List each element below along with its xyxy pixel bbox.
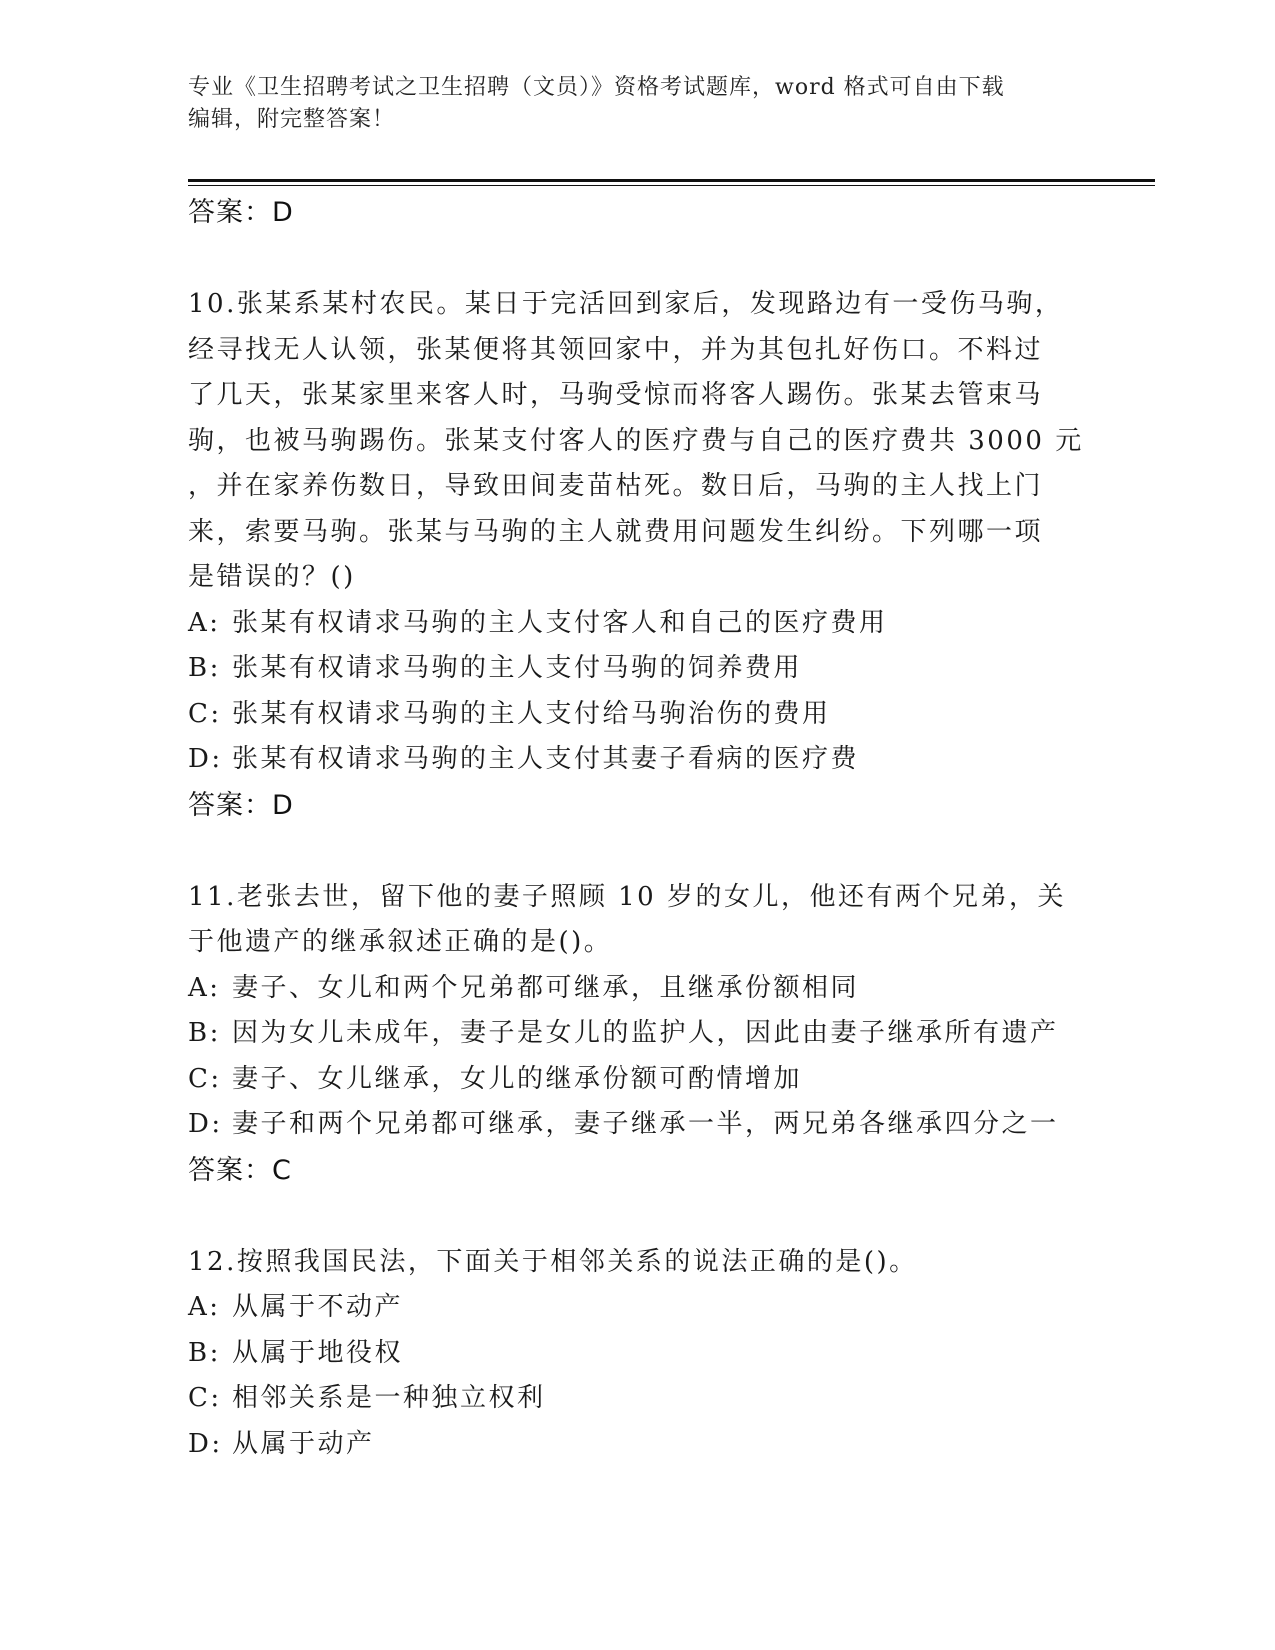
option-text: 张某有权请求马驹的主人支付其妻子看病的医疗费 (232, 744, 860, 774)
previous-answer: 答案：D (188, 197, 294, 228)
question-stem-line: 11.老张去世，留下他的妻子照顾 10 岁的女儿，他还有两个兄弟，关 (188, 881, 1066, 912)
question-stem-line: 经寻找无人认领，张某便将其领回家中，并为其包扎好伤口。不料过 (188, 334, 1044, 365)
option-letter: B: (188, 1337, 221, 1368)
option-letter: D: (188, 1428, 223, 1459)
question-stem-line: 10.张某系某村农民。某日于完活回到家后，发现路边有一受伤马驹， (188, 289, 1064, 319)
option-letter: D: (188, 1109, 223, 1139)
option-text: 相邻关系是一种独立权利 (232, 1383, 546, 1413)
option-d (188, 1102, 1088, 1148)
question-stem-line: 12.按照我国民法，下面关于相邻关系的说法正确的是()。 (188, 1246, 918, 1277)
header-rule-thick (188, 179, 1155, 182)
option-text: 从属于动产 (232, 1428, 375, 1459)
question-12 (188, 1240, 1088, 1468)
option-c (188, 692, 1088, 738)
question-answer: 答案：D (188, 789, 294, 821)
option-letter: A: (188, 972, 221, 1003)
option-text: 张某有权请求马驹的主人支付给马驹治伤的费用 (232, 698, 831, 729)
page-header (188, 72, 1088, 136)
option-b (188, 1331, 1088, 1377)
option-a (188, 966, 1088, 1012)
option-text: 张某有权请求马驹的主人支付马驹的饲养费用 (232, 653, 803, 683)
option-d (188, 737, 1088, 783)
option-c (188, 1057, 1088, 1103)
document-body (188, 190, 1088, 1467)
option-a (188, 1285, 1088, 1331)
option-text: 妻子、女儿和两个兄弟都可继承，且继承份额相同 (232, 972, 860, 1003)
question-stem-line: ，并在家养伤数日，导致田间麦苗枯死。数日后，马驹的主人找上门 (188, 471, 1044, 501)
header-line-2: 编辑，附完整答案！ (188, 107, 396, 132)
option-letter: B: (188, 653, 221, 683)
option-text: 因为女儿未成年，妻子是女儿的监护人，因此由妻子继承所有遗产 (232, 1018, 1059, 1048)
option-text: 妻子和两个兄弟都可继承，妻子继承一半，两兄弟各继承四分之一 (232, 1109, 1059, 1139)
option-letter: C: (188, 1063, 222, 1094)
question-stem-line: 来，索要马驹。张某与马驹的主人就费用问题发生纠纷。下列哪一项 (188, 516, 1044, 547)
question-stem-line: 驹，也被马驹踢伤。张某支付客人的医疗费与自己的医疗费共 3000 元 (188, 425, 1084, 456)
question-stem-line: 于他遗产的继承叙述正确的是()。 (188, 927, 613, 957)
option-letter: B: (188, 1018, 221, 1048)
question-10 (188, 282, 1088, 829)
option-b (188, 646, 1088, 692)
header-line-1: 专业《卫生招聘考试之卫生招聘（文员）》资格考试题库，word 格式可自由下载 (188, 75, 1005, 100)
question-answer: 答案：C (188, 1154, 292, 1186)
option-letter: A: (188, 607, 221, 638)
option-text: 从属于地役权 (232, 1337, 404, 1368)
header-rule-thin (188, 185, 1155, 186)
option-letter: C: (188, 1383, 222, 1413)
option-d (188, 1422, 1088, 1468)
option-b (188, 1011, 1088, 1057)
option-text: 从属于不动产 (232, 1292, 404, 1322)
option-text: 张某有权请求马驹的主人支付客人和自己的医疗费用 (232, 607, 888, 638)
question-stem-line: 是错误的？() (188, 562, 356, 592)
option-letter: D: (188, 744, 223, 774)
question-11 (188, 875, 1088, 1194)
option-text: 妻子、女儿继承，女儿的继承份额可酌情增加 (232, 1063, 803, 1094)
question-stem-line: 了几天，张某家里来客人时，马驹受惊而将客人踢伤。张某去管束马 (188, 380, 1044, 410)
option-letter: A: (188, 1292, 221, 1322)
option-a (188, 601, 1088, 647)
option-c (188, 1376, 1088, 1422)
option-letter: C: (188, 698, 222, 729)
